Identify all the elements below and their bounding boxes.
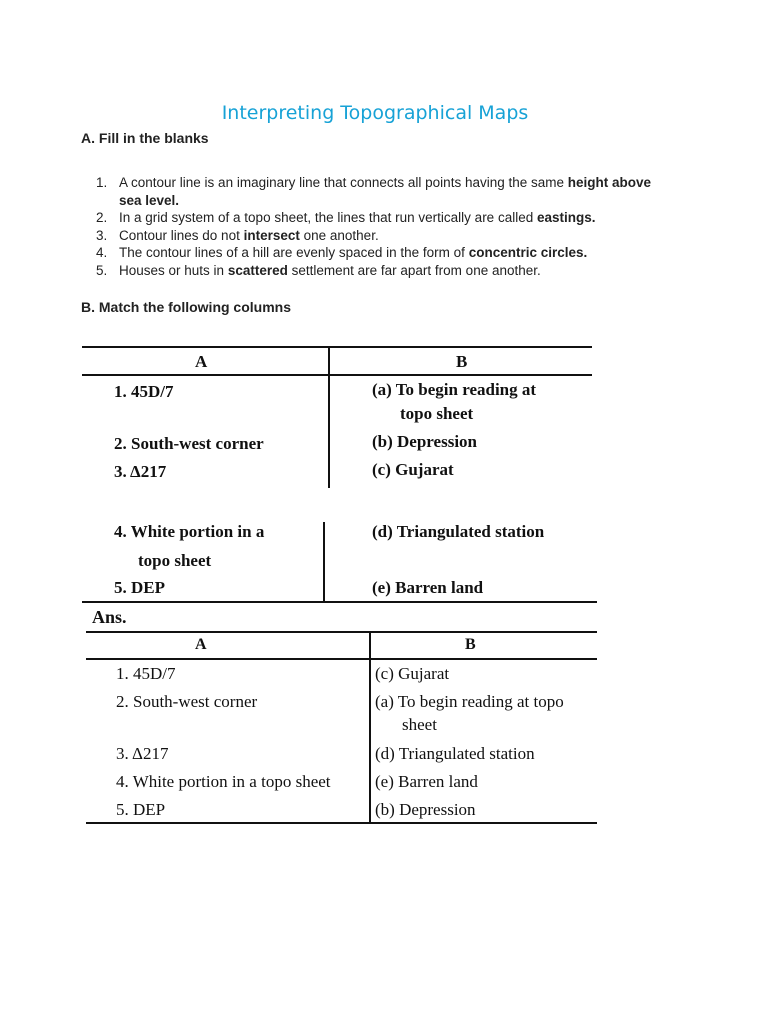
col-b-item: (e) Barren land [372, 578, 484, 597]
col-a-item: 3. Δ217 [116, 744, 169, 763]
item-text: The contour lines of a hill are evenly spaced in the form of [119, 245, 469, 260]
col-a-item: 5. DEP [114, 578, 165, 597]
col-b-item-cont: sheet [402, 715, 437, 734]
section-b-heading: B. Match the following columns [81, 299, 291, 315]
col-b-item: (d) Triangulated station [375, 744, 535, 763]
item-answer: scattered [227, 262, 288, 278]
column-header-a: A [195, 352, 208, 371]
column-header-b: B [465, 636, 476, 653]
item-answer: concentric circles. [468, 245, 588, 260]
column-header-b: B [456, 352, 468, 371]
table-rule [86, 631, 597, 633]
item-number: 5. [96, 262, 108, 278]
col-a-item: 5. DEP [116, 800, 166, 819]
col-a-item: 1. 45D/7 [114, 382, 174, 401]
item-text-after: settlement are far apart from one another. [287, 262, 541, 278]
col-a-item: 3. Δ217 [114, 462, 167, 481]
list-item [96, 209, 676, 227]
table-rule [82, 601, 597, 603]
col-a-item: 4. White portion in a [114, 522, 265, 541]
col-a-item: 1. 45D/7 [116, 664, 176, 683]
column-divider [323, 522, 325, 602]
col-b-item: (c) Gujarat [372, 460, 454, 479]
item-number: 1. [96, 175, 108, 190]
item-text: In a grid system of a topo sheet, the lines that run vertically are called [119, 210, 537, 225]
table-rule [82, 346, 592, 348]
list-item [96, 244, 676, 262]
column-divider [369, 631, 371, 823]
table-rule [86, 822, 597, 824]
list-item [96, 262, 676, 280]
col-b-item: (d) Triangulated station [372, 522, 545, 541]
column-header-a: A [195, 636, 207, 653]
col-b-item-cont: topo sheet [400, 404, 474, 423]
col-a-item: 2. South-west corner [114, 434, 264, 453]
list-item [96, 227, 676, 245]
col-b-item: (e) Barren land [375, 772, 478, 791]
col-b-item: (a) To begin reading at topo [375, 692, 564, 711]
table-rule [82, 374, 592, 376]
col-b-item: (b) Depression [375, 800, 476, 819]
col-a-item: 2. South-west corner [116, 692, 258, 711]
item-answer: eastings. [536, 210, 596, 225]
col-a-item: 4. White portion in a topo sheet [116, 772, 331, 791]
answer-label: Ans. [92, 607, 127, 627]
col-b-item: (c) Gujarat [375, 664, 450, 683]
section-a-heading: A. Fill in the blanks [81, 130, 209, 146]
col-a-item-cont: topo sheet [138, 551, 212, 570]
item-text-after: one another. [299, 227, 379, 243]
column-divider [328, 346, 330, 488]
fill-in-blanks-list [96, 174, 676, 279]
page-title: Interpreting Topographical Maps [221, 101, 529, 124]
item-answer: height above sea level. [119, 175, 652, 208]
item-text: Houses or huts in [119, 262, 228, 278]
item-number: 4. [96, 245, 108, 260]
item-text: A contour line is an imaginary line that connects all points having the same [119, 175, 568, 190]
table-rule [86, 658, 597, 660]
col-b-item: (b) Depression [372, 432, 477, 451]
item-answer: intersect [243, 227, 300, 243]
item-number: 2. [96, 210, 108, 225]
item-number: 3. [96, 227, 108, 243]
item-text: Contour lines do not [119, 227, 244, 243]
list-item [96, 174, 676, 209]
col-b-item: (a) To begin reading at [372, 380, 537, 399]
